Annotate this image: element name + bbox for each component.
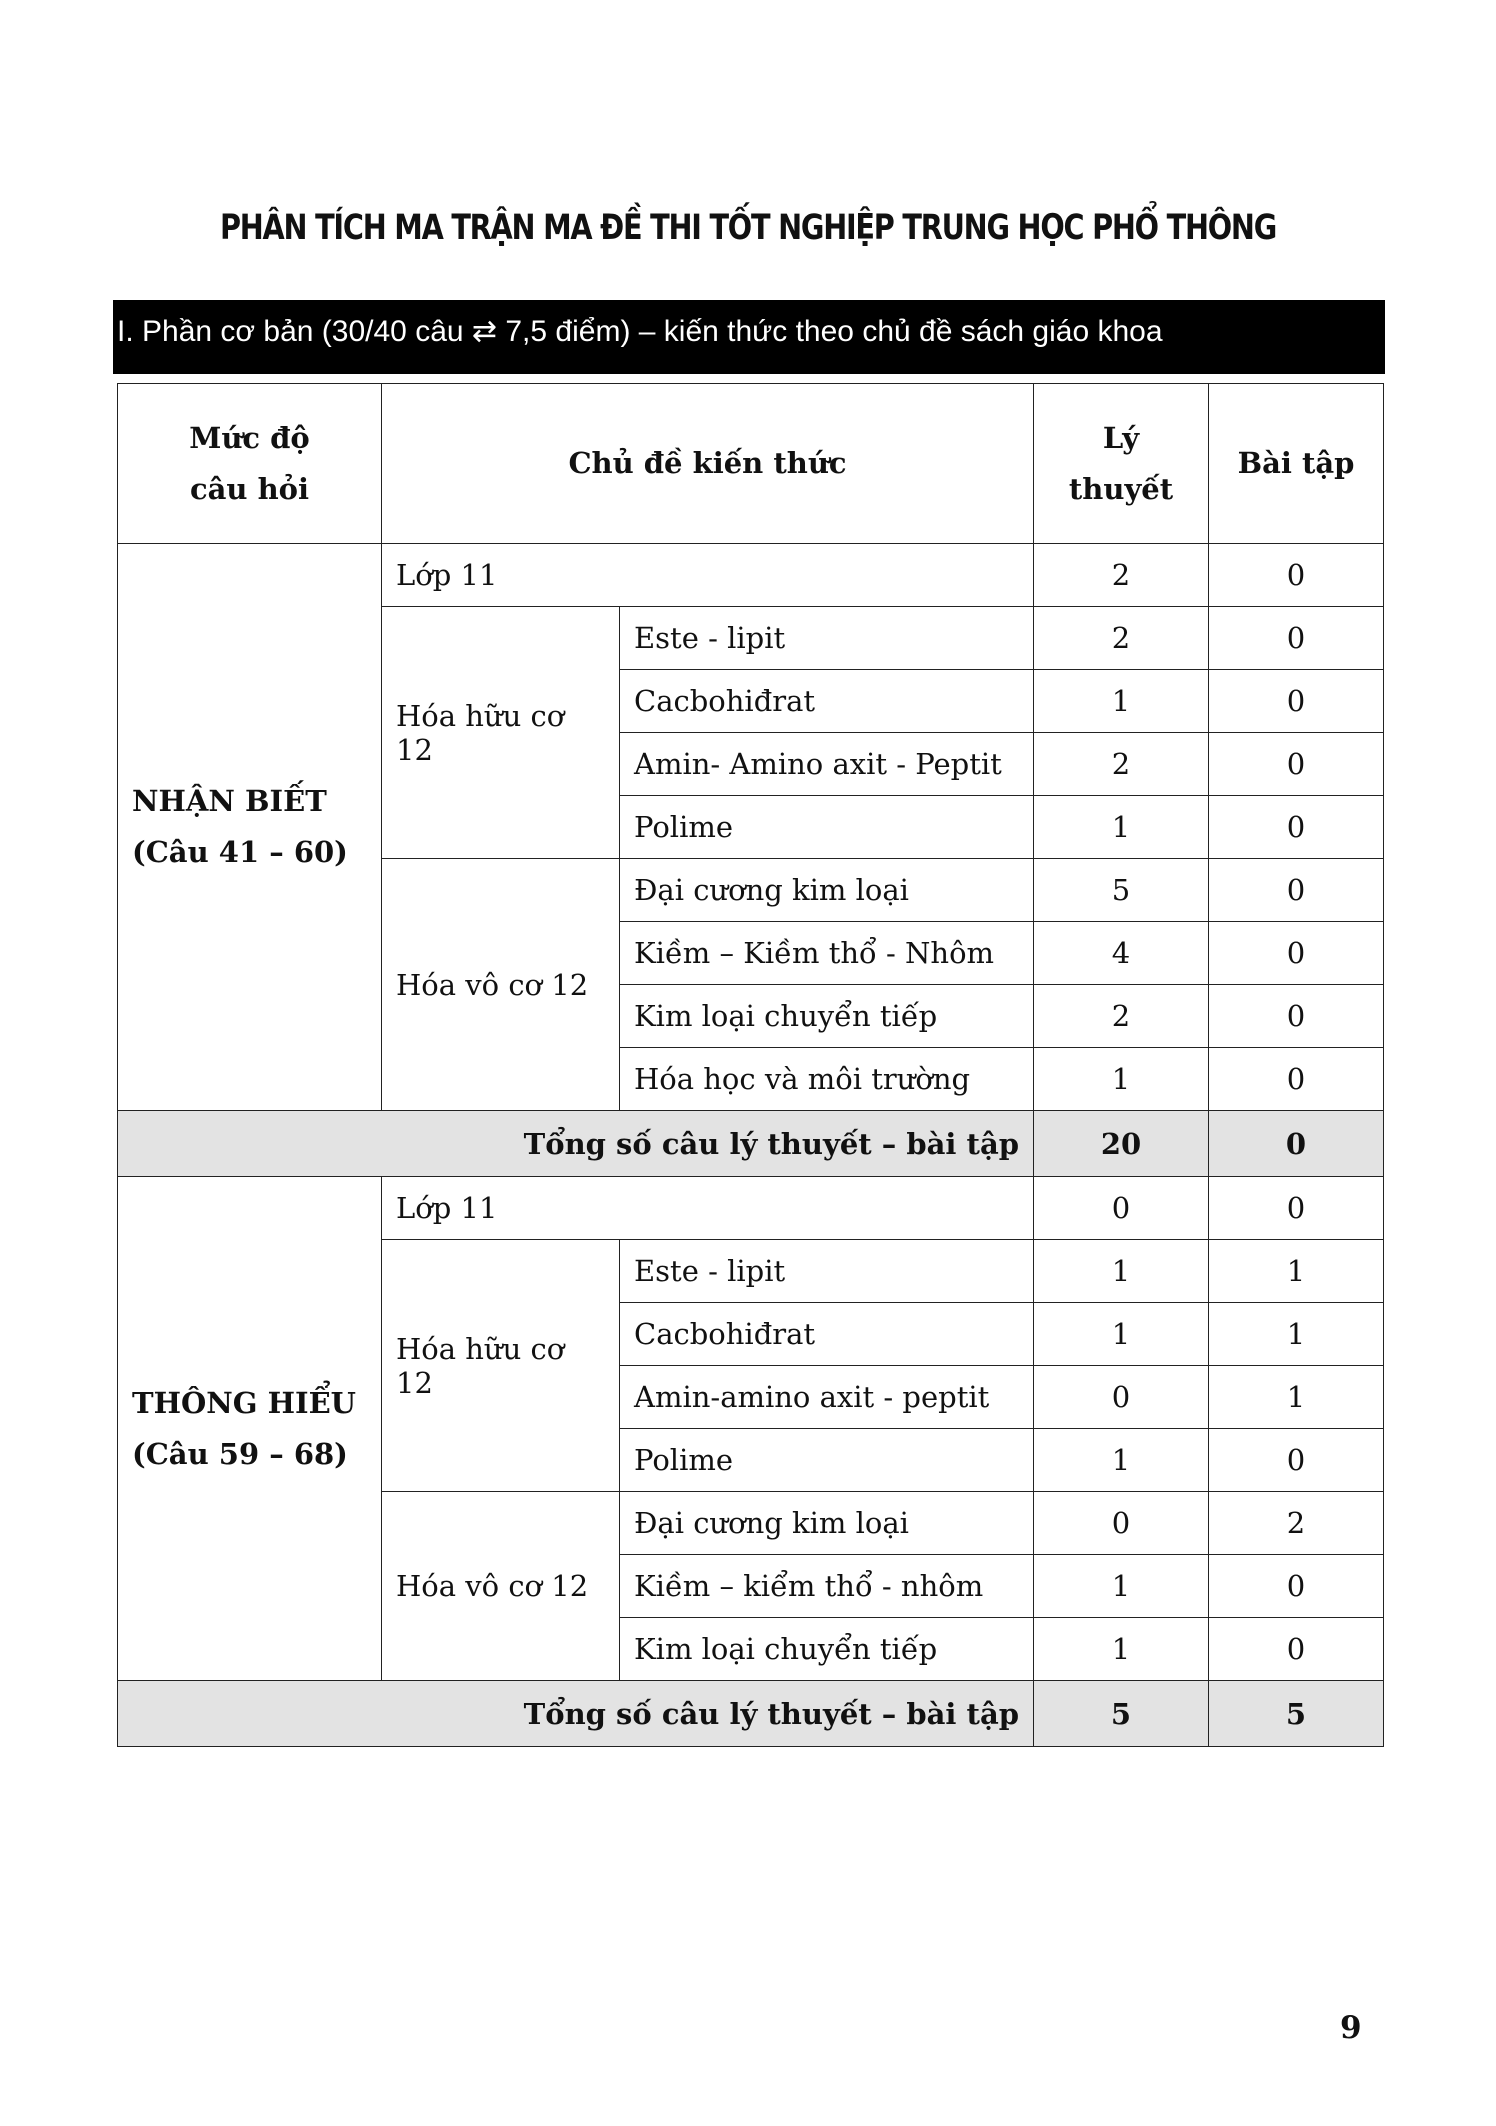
- total-theory: 20: [1034, 1111, 1209, 1177]
- group-organic: Hóa hữu cơ 12: [382, 1240, 620, 1492]
- exercise-cell: 0: [1209, 1048, 1384, 1111]
- exercise-cell: 0: [1209, 796, 1384, 859]
- section-heading: I. Phần cơ bản (30/40 câu ⇄ 7,5 điểm) – kiến thức theo chủ đề sách giáo khoa: [113, 300, 1385, 374]
- topic-cell: Đại cương kim loại: [620, 859, 1034, 922]
- topic-cell: Lớp 11: [382, 1177, 1034, 1240]
- theory-cell: 5: [1034, 859, 1209, 922]
- theory-cell: 2: [1034, 733, 1209, 796]
- topic-cell: Este - lipit: [620, 607, 1034, 670]
- level-thong-hieu: THÔNG HIỂU (Câu 59 – 68): [118, 1177, 382, 1681]
- exercise-cell: 0: [1209, 544, 1384, 607]
- page-number: 9: [1340, 2010, 1362, 2046]
- theory-cell: 1: [1034, 670, 1209, 733]
- total-row: [118, 1681, 1384, 1747]
- exercise-cell: 0: [1209, 859, 1384, 922]
- group-inorganic: Hóa vô cơ 12: [382, 859, 620, 1111]
- topic-cell: Kiềm – Kiềm thổ - Nhôm: [620, 922, 1034, 985]
- exercise-cell: 0: [1209, 985, 1384, 1048]
- theory-cell: 2: [1034, 607, 1209, 670]
- topic-cell: Polime: [620, 796, 1034, 859]
- header-exercise: Bài tập: [1209, 384, 1384, 544]
- total-theory: 5: [1034, 1681, 1209, 1747]
- header-theory: Lý thuyết: [1034, 384, 1209, 544]
- level-nhan-biet: NHẬN BIẾT (Câu 41 – 60): [118, 544, 382, 1111]
- group-organic: Hóa hữu cơ 12: [382, 607, 620, 859]
- theory-cell: 1: [1034, 1618, 1209, 1681]
- theory-cell: 0: [1034, 1492, 1209, 1555]
- exercise-cell: 2: [1209, 1492, 1384, 1555]
- total-label: Tổng số câu lý thuyết – bài tập: [118, 1681, 1034, 1747]
- theory-cell: 1: [1034, 1240, 1209, 1303]
- theory-cell: 1: [1034, 1555, 1209, 1618]
- topic-cell: Đại cương kim loại: [620, 1492, 1034, 1555]
- topic-cell: Este - lipit: [620, 1240, 1034, 1303]
- exercise-cell: 1: [1209, 1303, 1384, 1366]
- exercise-cell: 0: [1209, 607, 1384, 670]
- theory-cell: 1: [1034, 796, 1209, 859]
- exercise-cell: 1: [1209, 1240, 1384, 1303]
- topic-cell: Lớp 11: [382, 544, 1034, 607]
- table-row: [118, 544, 1384, 607]
- group-inorganic: Hóa vô cơ 12: [382, 1492, 620, 1681]
- exercise-cell: 0: [1209, 1429, 1384, 1492]
- topic-cell: Kim loại chuyển tiếp: [620, 1618, 1034, 1681]
- topic-cell: Kiềm – kiểm thổ - nhôm: [620, 1555, 1034, 1618]
- theory-cell: 2: [1034, 544, 1209, 607]
- total-label: Tổng số câu lý thuyết – bài tập: [118, 1111, 1034, 1177]
- header-level: Mức độ câu hỏi: [118, 384, 382, 544]
- topic-cell: Polime: [620, 1429, 1034, 1492]
- exercise-cell: 0: [1209, 1618, 1384, 1681]
- topic-cell: Cacbohiđrat: [620, 670, 1034, 733]
- exercise-cell: 0: [1209, 922, 1384, 985]
- theory-cell: 1: [1034, 1303, 1209, 1366]
- total-exercise: 5: [1209, 1681, 1384, 1747]
- exercise-cell: 0: [1209, 670, 1384, 733]
- theory-cell: 1: [1034, 1429, 1209, 1492]
- matrix-table: [117, 383, 1384, 1747]
- header-topic: Chủ đề kiến thức: [382, 384, 1034, 544]
- theory-cell: 2: [1034, 985, 1209, 1048]
- page-title: PHÂN TÍCH MA TRẬN MA ĐỀ THI TỐT NGHIỆP TRUNG HỌC PHỔ THÔNG: [219, 208, 1277, 248]
- theory-cell: 0: [1034, 1177, 1209, 1240]
- total-row: [118, 1111, 1384, 1177]
- total-exercise: 0: [1209, 1111, 1384, 1177]
- topic-cell: Amin- Amino axit - Peptit: [620, 733, 1034, 796]
- topic-cell: Kim loại chuyển tiếp: [620, 985, 1034, 1048]
- exercise-cell: 1: [1209, 1366, 1384, 1429]
- exercise-cell: 0: [1209, 1177, 1384, 1240]
- table-header-row: [118, 384, 1384, 544]
- theory-cell: 0: [1034, 1366, 1209, 1429]
- topic-cell: Hóa học và môi trường: [620, 1048, 1034, 1111]
- exercise-cell: 0: [1209, 733, 1384, 796]
- theory-cell: 4: [1034, 922, 1209, 985]
- topic-cell: Cacbohiđrat: [620, 1303, 1034, 1366]
- topic-cell: Amin-amino axit - peptit: [620, 1366, 1034, 1429]
- exercise-cell: 0: [1209, 1555, 1384, 1618]
- theory-cell: 1: [1034, 1048, 1209, 1111]
- table-row: [118, 1177, 1384, 1240]
